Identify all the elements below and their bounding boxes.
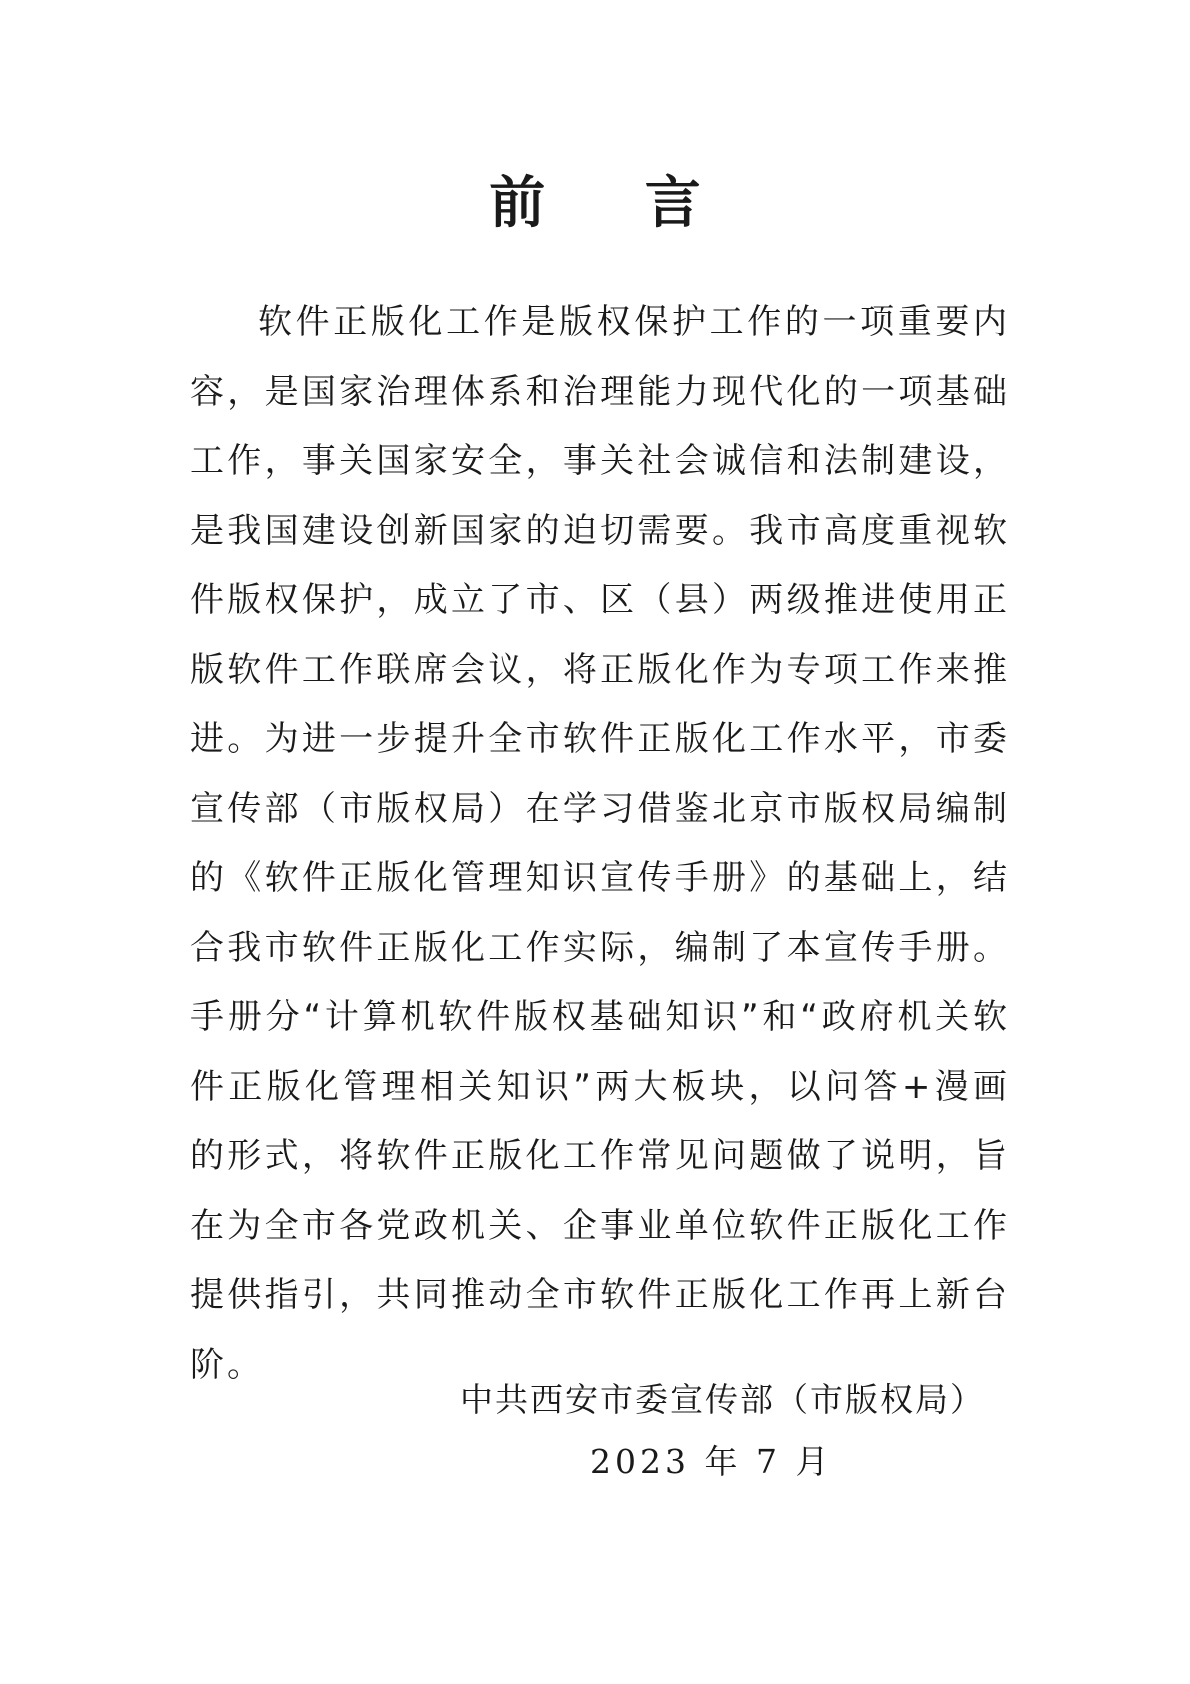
signature-organization: 中共西安市委宣传部（市版权局） (460, 1380, 985, 1419)
preface-paragraph: 软件正版化工作是版权保护工作的一项重要内容，是国家治理体系和治理能力现代化的一项基础工作，事关国家安全，事关社会诚信和法制建设，是我国建设创新国家的迫切需要。我市高度重视软件版权保护，成立了市、区（县）两级推进使用正版软件工作联席会议，将正版化作为专项工作来推进。为进一步提升全市软件正版化工作水平，市委宣传部（市版权局）在学习借鉴北京市版权局编制的《软件正版化管理知识宣传手册》的基础上，结合我市软件正版化工作实际，编制了本宣传手册。手册分“计算机软件版权基础知识”和“政府机关软件正版化管理相关知识”两大板块，以问答+漫画的形式，将软件正版化工作常见问题做了说明，旨在为全市各党政机关、企事业单位软件正版化工作提供指引，共同推动全市软件正版化工作再上新台阶。 (190, 302, 1010, 1385)
page-title: 前 言 (489, 170, 741, 236)
signature-date: 2023 年 7 月 (590, 1442, 833, 1481)
